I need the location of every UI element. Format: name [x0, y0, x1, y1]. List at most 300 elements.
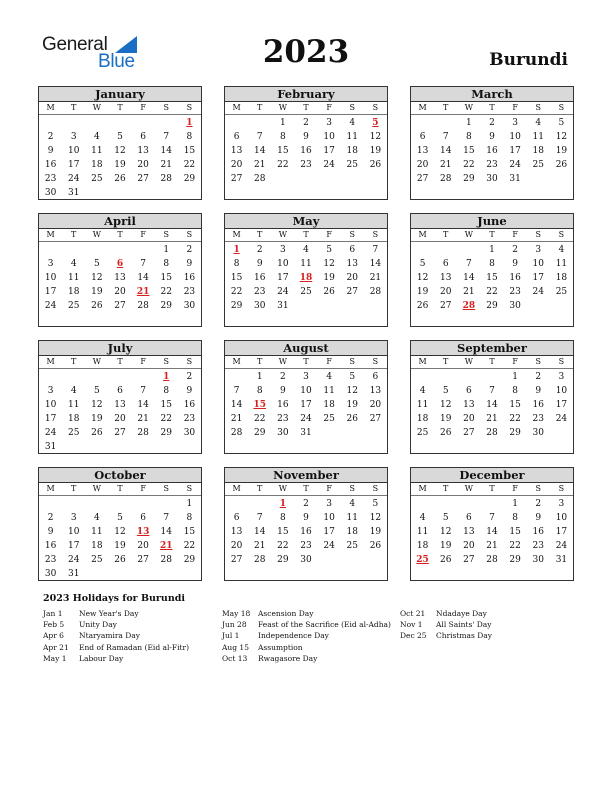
empty-cell [411, 243, 434, 257]
empty-cell [155, 116, 178, 130]
empty-cell [411, 497, 434, 511]
day: 16 [486, 146, 498, 156]
logo-text-general: General [42, 34, 108, 55]
holiday-day: 21 [136, 287, 150, 297]
weekday-header [411, 483, 573, 496]
day: 24 [323, 160, 335, 170]
holidays-title: 2023 Holidays for Burundi [43, 593, 185, 604]
day: 10 [323, 513, 335, 523]
empty-cell [434, 497, 457, 511]
weekday-label: S [558, 357, 565, 366]
day: 2 [535, 499, 542, 509]
day: 23 [277, 414, 289, 424]
day: 10 [555, 386, 568, 396]
day: 9 [186, 259, 193, 269]
day: 22 [230, 287, 243, 297]
holiday-day: 18 [299, 273, 313, 283]
empty-cell [62, 116, 85, 130]
weekday-label: S [186, 103, 193, 112]
day: 3 [512, 118, 518, 128]
day: 20 [369, 400, 382, 410]
day: 6 [140, 513, 146, 523]
empty-cell [39, 497, 62, 511]
day: 1 [512, 499, 518, 509]
day: 30 [44, 188, 57, 198]
weekday-label: T [71, 230, 77, 239]
day: 2 [186, 245, 193, 255]
holiday-day: 25 [416, 555, 429, 565]
empty-cell [248, 116, 271, 130]
weekday-label: S [372, 484, 379, 493]
empty-cell [108, 243, 131, 257]
day: 11 [532, 132, 544, 142]
day: 25 [323, 414, 335, 424]
day: 29 [253, 428, 266, 438]
day: 23 [183, 414, 196, 424]
day: 26 [91, 428, 103, 438]
month-title: February [225, 87, 387, 102]
day: 18 [416, 414, 429, 424]
day: 24 [555, 414, 568, 424]
day: 12 [114, 146, 126, 156]
day: 29 [183, 555, 196, 565]
holiday-day: 21 [160, 541, 173, 551]
day: 25 [346, 160, 358, 170]
day-grid [411, 496, 573, 567]
weekday-label: M [232, 484, 241, 493]
day: 24 [44, 428, 57, 438]
day: 10 [532, 259, 544, 269]
weekday-label: W [464, 103, 473, 112]
day: 26 [346, 414, 358, 424]
month-december [410, 467, 574, 581]
weekday-label: M [46, 230, 55, 239]
weekday-label: W [464, 484, 473, 493]
day: 23 [253, 287, 266, 297]
day: 7 [372, 245, 379, 255]
day: 5 [326, 245, 332, 255]
day: 12 [369, 513, 382, 523]
day: 12 [555, 132, 568, 142]
day: 4 [349, 499, 356, 509]
weekday-label: M [46, 103, 55, 112]
day: 13 [114, 273, 126, 283]
empty-cell [225, 497, 248, 511]
weekday-label: S [163, 484, 170, 493]
month-title: June [411, 214, 573, 229]
holiday-date: Apr 21 [43, 642, 69, 652]
day: 4 [93, 513, 100, 523]
day: 10 [509, 132, 521, 142]
day: 4 [303, 245, 309, 255]
day: 25 [532, 160, 544, 170]
weekday-label: W [464, 230, 473, 239]
day: 30 [509, 301, 521, 311]
holiday-name: End of Ramadan (Eid al-Fitr) [79, 642, 190, 652]
day: 16 [532, 527, 544, 537]
day: 17 [323, 146, 335, 156]
month-title: January [39, 87, 201, 102]
day: 22 [183, 541, 196, 551]
day: 1 [465, 118, 472, 128]
empty-cell [480, 370, 503, 384]
day: 18 [346, 146, 358, 156]
day: 11 [91, 527, 103, 537]
month-title: September [411, 341, 573, 356]
day: 15 [277, 146, 289, 156]
day: 18 [532, 146, 544, 156]
day-grid [411, 369, 573, 440]
day: 4 [535, 118, 542, 128]
day: 30 [253, 301, 266, 311]
day: 25 [67, 301, 80, 311]
weekday-label: M [418, 103, 427, 112]
day: 28 [230, 428, 243, 438]
day: 27 [369, 414, 382, 424]
weekday-header [225, 229, 387, 242]
month-september [410, 340, 574, 454]
day: 30 [183, 301, 196, 311]
weekday-label: S [163, 230, 170, 239]
day: 26 [114, 174, 126, 184]
weekday-label: T [71, 357, 77, 366]
empty-cell [225, 116, 248, 130]
month-title: November [225, 468, 387, 483]
day: 21 [253, 160, 266, 170]
weekday-header [225, 102, 387, 115]
day: 24 [532, 287, 544, 297]
day: 10 [277, 259, 289, 269]
weekday-label: M [418, 230, 427, 239]
weekday-label: S [349, 357, 356, 366]
day: 10 [323, 132, 335, 142]
day: 15 [463, 146, 475, 156]
day: 12 [91, 273, 103, 283]
holiday-row [43, 619, 189, 630]
weekday-label: S [349, 230, 356, 239]
day: 15 [183, 146, 196, 156]
day: 5 [558, 118, 565, 128]
day: 27 [114, 428, 126, 438]
weekday-label: T [117, 357, 123, 366]
day: 29 [160, 428, 172, 438]
day: 28 [439, 174, 452, 184]
day: 20 [463, 541, 475, 551]
day: 24 [67, 555, 80, 565]
weekday-label: T [443, 357, 449, 366]
weekday-label: S [558, 230, 565, 239]
day: 13 [369, 386, 382, 396]
day: 13 [463, 400, 475, 410]
day: 21 [486, 541, 498, 551]
weekday-label: M [418, 357, 427, 366]
day: 27 [463, 428, 475, 438]
day: 13 [137, 146, 149, 156]
month-march [410, 86, 574, 200]
day: 26 [91, 301, 103, 311]
day: 8 [186, 132, 193, 142]
weekday-header [225, 356, 387, 369]
empty-cell [434, 243, 457, 257]
day: 14 [463, 273, 475, 283]
month-title: April [39, 214, 201, 229]
holiday-row [400, 619, 492, 630]
day: 9 [512, 259, 518, 269]
day: 4 [93, 132, 100, 142]
day: 14 [253, 527, 266, 537]
weekday-label: T [489, 357, 495, 366]
day: 31 [509, 174, 521, 184]
day: 17 [555, 527, 568, 537]
day: 10 [44, 273, 57, 283]
day: 9 [186, 386, 193, 396]
day: 2 [535, 372, 542, 382]
day: 7 [163, 132, 170, 142]
day: 10 [555, 513, 568, 523]
day: 27 [346, 287, 358, 297]
day: 26 [369, 541, 382, 551]
weekday-label: F [140, 103, 146, 112]
weekday-label: M [46, 484, 55, 493]
day: 22 [160, 414, 172, 424]
day: 20 [230, 160, 243, 170]
weekday-label: T [303, 484, 309, 493]
weekday-label: S [372, 230, 379, 239]
day: 5 [349, 372, 356, 382]
holiday-name: New Year's Day [79, 609, 139, 618]
day: 26 [416, 301, 429, 311]
day: 12 [323, 259, 335, 269]
day: 14 [230, 400, 243, 410]
day: 19 [369, 146, 382, 156]
day: 29 [509, 555, 521, 565]
day: 26 [323, 287, 335, 297]
day: 7 [163, 513, 170, 523]
holiday-date: Jun 28 [222, 620, 247, 630]
weekday-header [39, 356, 201, 369]
weekday-label: T [257, 230, 263, 239]
holiday-row [222, 642, 391, 653]
day: 2 [47, 132, 54, 142]
day: 2 [279, 372, 286, 382]
month-title: October [39, 468, 201, 483]
weekday-label: T [489, 230, 495, 239]
weekday-label: S [535, 484, 542, 493]
day: 3 [326, 499, 332, 509]
day: 27 [230, 174, 243, 184]
holiday-date: Feb 5 [43, 620, 65, 630]
holiday-row [400, 608, 492, 619]
day: 9 [256, 259, 263, 269]
weekday-label: M [46, 357, 55, 366]
day: 28 [486, 555, 498, 565]
day: 28 [160, 174, 172, 184]
day: 3 [279, 245, 286, 255]
weekday-label: T [71, 103, 77, 112]
day: 19 [91, 287, 103, 297]
empty-cell [85, 497, 108, 511]
holiday-day: 28 [462, 301, 476, 311]
day: 19 [114, 160, 126, 170]
day: 15 [230, 273, 243, 283]
holiday-row [43, 642, 189, 653]
day: 8 [489, 259, 495, 269]
day: 8 [512, 513, 518, 523]
empty-cell [132, 497, 155, 511]
empty-cell [85, 116, 108, 130]
holiday-row [43, 630, 189, 641]
weekday-label: S [349, 484, 356, 493]
day: 29 [277, 555, 289, 565]
month-june [410, 213, 574, 327]
day: 17 [44, 414, 57, 424]
weekday-label: F [326, 357, 332, 366]
day: 1 [163, 245, 170, 255]
day: 11 [416, 400, 429, 410]
day: 5 [419, 259, 426, 269]
day: 11 [67, 273, 80, 283]
weekday-label: T [489, 103, 495, 112]
holiday-column [43, 608, 189, 664]
weekday-label: M [232, 230, 241, 239]
day: 6 [349, 245, 356, 255]
holiday-day: 6 [116, 259, 124, 269]
weekday-label: F [326, 230, 332, 239]
day: 17 [555, 400, 568, 410]
day: 6 [372, 372, 379, 382]
day: 13 [114, 400, 126, 410]
month-april [38, 213, 202, 327]
weekday-label: W [278, 103, 287, 112]
weekday-label: T [117, 230, 123, 239]
month-title: December [411, 468, 573, 483]
holiday-date: May 1 [43, 653, 67, 663]
day-grid [39, 115, 201, 200]
weekday-label: F [512, 230, 518, 239]
month-january [38, 86, 202, 200]
day: 14 [160, 146, 172, 156]
empty-cell [108, 116, 131, 130]
weekday-label: T [303, 357, 309, 366]
day: 24 [300, 414, 312, 424]
day: 18 [67, 414, 80, 424]
day: 5 [442, 386, 449, 396]
weekday-label: T [257, 484, 263, 493]
day: 24 [67, 174, 80, 184]
day: 10 [300, 386, 312, 396]
day: 23 [300, 160, 312, 170]
holiday-name: Independence Day [258, 631, 329, 641]
weekday-label: F [512, 103, 518, 112]
day: 20 [416, 160, 429, 170]
day: 12 [439, 400, 452, 410]
weekday-label: F [326, 484, 332, 493]
weekday-label: S [535, 230, 542, 239]
day: 18 [323, 400, 335, 410]
day: 30 [486, 174, 498, 184]
day: 25 [416, 428, 429, 438]
weekday-label: S [186, 484, 193, 493]
weekday-label: T [443, 484, 449, 493]
day: 10 [67, 146, 80, 156]
day: 5 [372, 499, 379, 509]
holiday-row [43, 608, 189, 619]
day: 18 [91, 160, 103, 170]
day: 11 [346, 513, 358, 523]
day: 23 [44, 174, 57, 184]
day: 27 [137, 174, 149, 184]
day: 16 [300, 527, 312, 537]
weekday-header [411, 229, 573, 242]
day: 10 [67, 527, 80, 537]
day: 15 [160, 273, 172, 283]
day: 2 [303, 118, 309, 128]
day: 12 [114, 527, 126, 537]
day: 22 [277, 160, 289, 170]
holiday-row [222, 653, 391, 664]
empty-cell [108, 497, 131, 511]
day: 14 [253, 146, 266, 156]
empty-cell [39, 370, 62, 384]
day: 19 [416, 287, 429, 297]
day: 28 [369, 287, 382, 297]
holiday-date: Jul 1 [222, 631, 240, 641]
day: 20 [114, 287, 126, 297]
weekday-label: T [303, 103, 309, 112]
day: 2 [512, 245, 518, 255]
weekday-label: S [186, 230, 193, 239]
holiday-name: Ascension Day [258, 609, 314, 618]
weekday-label: F [326, 103, 332, 112]
weekday-label: T [257, 357, 263, 366]
empty-cell [108, 370, 131, 384]
day: 10 [44, 400, 57, 410]
day: 16 [44, 541, 57, 551]
day: 24 [323, 541, 335, 551]
day: 13 [230, 527, 243, 537]
weekday-label: F [140, 357, 146, 366]
weekday-label: S [558, 103, 565, 112]
holiday-row [400, 630, 492, 641]
day: 9 [535, 386, 542, 396]
day: 3 [535, 245, 542, 255]
day: 29 [486, 301, 498, 311]
empty-cell [62, 497, 85, 511]
day: 8 [279, 132, 286, 142]
day: 3 [558, 499, 565, 509]
empty-cell [225, 370, 248, 384]
day: 25 [67, 428, 80, 438]
day: 21 [486, 414, 498, 424]
day: 14 [439, 146, 452, 156]
day: 18 [91, 541, 103, 551]
day: 19 [91, 414, 103, 424]
empty-cell [248, 497, 271, 511]
empty-cell [39, 116, 62, 130]
day: 7 [489, 386, 495, 396]
weekday-label: S [372, 103, 379, 112]
day: 11 [300, 259, 312, 269]
empty-cell [132, 370, 155, 384]
day: 29 [160, 301, 172, 311]
weekday-label: T [443, 230, 449, 239]
day: 3 [326, 118, 332, 128]
holiday-day: 13 [136, 527, 150, 537]
day: 12 [416, 273, 429, 283]
day: 7 [233, 386, 240, 396]
weekday-label: M [418, 484, 427, 493]
weekday-label: S [372, 357, 379, 366]
